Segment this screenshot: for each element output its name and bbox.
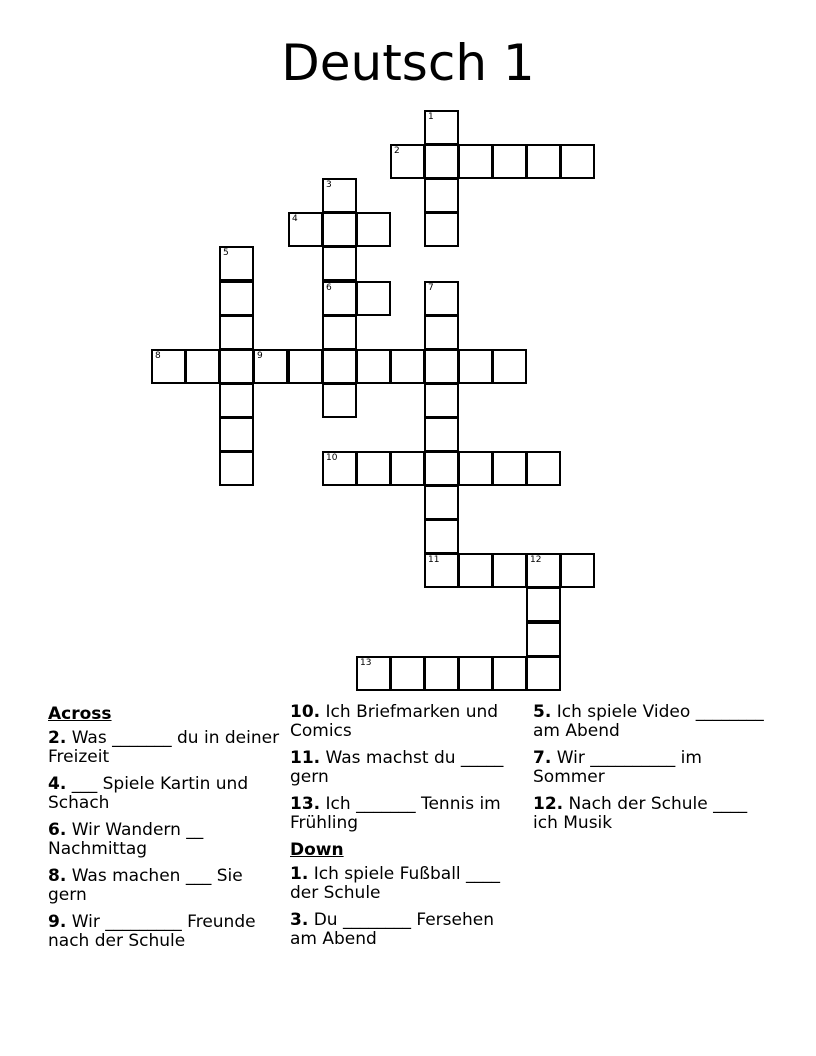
clue-number: 5. [533,702,552,722]
cell-number: 10 [326,453,338,463]
crossword-cell[interactable] [219,451,254,486]
page-title: Deutsch 1 [281,34,535,92]
clue-text: Ich Briefmarken und Comics [290,702,499,741]
crossword-cell[interactable] [458,144,493,179]
crossword-cell[interactable] [560,553,595,588]
crossword-cell[interactable] [322,178,357,213]
clues-column-2 [290,703,525,957]
clue-item [290,865,525,903]
clue-item [48,775,283,813]
clue-item [48,867,283,905]
cell-number: 4 [292,214,298,224]
clue-text: ___ Spiele Kartin und Schach [48,774,249,813]
crossword-cell[interactable] [458,451,493,486]
crossword-cell[interactable] [492,451,527,486]
crossword-cell[interactable] [424,315,459,350]
clue-item [533,749,768,787]
clue-number: 6. [48,820,67,840]
crossword-cell[interactable] [526,622,561,657]
clue-number: 2. [48,728,67,748]
clue-item [290,749,525,787]
crossword-cell[interactable] [322,212,357,247]
crossword-cell[interactable] [492,553,527,588]
across-heading: Across [48,704,112,724]
clue-text: Ich spiele Fußball ____ der Schule [290,864,501,903]
clue-item [48,729,283,767]
crossword-cell[interactable] [526,587,561,622]
clue-number: 11. [290,748,321,768]
down-clue-list [290,865,525,949]
crossword-cell[interactable] [424,110,459,145]
cell-number: 8 [155,351,161,361]
clue-text: Du ________ Fersehen am Abend [290,910,494,949]
crossword-cell[interactable] [288,212,323,247]
clue-text: Wir __________ im Sommer [533,748,702,787]
clue-item [48,821,283,859]
cell-number: 7 [428,283,434,293]
crossword-cell[interactable] [424,281,459,316]
crossword-cell[interactable] [219,417,254,452]
crossword-cell[interactable] [219,246,254,281]
clue-text: Nach der Schule ____ ich Musik [533,794,748,833]
crossword-cell[interactable] [424,485,459,520]
crossword-cell[interactable] [322,383,357,418]
crossword-cell[interactable] [492,656,527,691]
clues-column-3 [533,703,768,841]
cell-number: 3 [326,180,332,190]
crossword-cell[interactable] [492,349,527,384]
crossword-cell[interactable] [219,315,254,350]
clue-number: 7. [533,748,552,768]
crossword-cell[interactable] [288,349,323,384]
clue-item [533,795,768,833]
clue-item [48,913,283,951]
clue-text: Wir _________ Freunde nach der Schule [48,912,256,951]
crossword-cell[interactable] [424,519,459,554]
crossword-cell[interactable] [458,553,493,588]
cell-number: 13 [360,658,372,668]
clue-number: 4. [48,774,67,794]
crossword-cell[interactable] [219,349,254,384]
clues-column-1 [48,703,283,959]
across-clue-list [48,729,283,951]
cell-number: 2 [394,146,400,156]
clue-number: 9. [48,912,67,932]
crossword-cell[interactable] [151,349,186,384]
clue-text: Was _______ du in deiner Freizeit [48,728,280,767]
clue-item [290,795,525,833]
crossword-cell[interactable] [424,178,459,213]
crossword-cell[interactable] [424,212,459,247]
crossword-cell[interactable] [390,144,425,179]
clue-item [290,703,525,741]
clue-text: Ich spiele Video ________ am Abend [533,702,764,741]
crossword-cell[interactable] [526,451,561,486]
clue-number: 3. [290,910,309,930]
crossword-cell[interactable] [322,349,357,384]
clue-number: 8. [48,866,67,886]
clue-text: Was machst du _____ gern [290,748,504,787]
clue-number: 1. [290,864,309,884]
down-clue-list-continued [533,703,768,833]
clue-number: 13. [290,794,321,814]
crossword-cell[interactable] [322,451,357,486]
cell-number: 9 [257,351,263,361]
crossword-cell[interactable] [185,349,220,384]
crossword-cell[interactable] [322,281,357,316]
cell-number: 12 [530,555,542,565]
crossword-cell[interactable] [219,281,254,316]
crossword-cell[interactable] [458,656,493,691]
crossword-cell[interactable] [526,144,561,179]
crossword-cell[interactable] [356,281,391,316]
crossword-cell[interactable] [424,656,459,691]
crossword-cell[interactable] [356,349,391,384]
crossword-cell[interactable] [390,656,425,691]
crossword-cell[interactable] [424,451,459,486]
crossword-cell[interactable] [356,212,391,247]
clue-item [290,911,525,949]
crossword-cell[interactable] [356,656,391,691]
crossword-cell[interactable] [424,417,459,452]
clue-number: 12. [533,794,564,814]
crossword-cell[interactable] [219,383,254,418]
crossword-cell[interactable] [424,383,459,418]
crossword-cell[interactable] [424,553,459,588]
crossword-cell[interactable] [322,246,357,281]
clue-text: Wir Wandern __ Nachmittag [48,820,204,859]
cell-number: 11 [428,555,440,565]
down-heading: Down [290,840,344,860]
cell-number: 5 [223,248,229,258]
crossword-cell[interactable] [492,144,527,179]
crossword-cell[interactable] [390,451,425,486]
clue-text: Was machen ___ Sie gern [48,866,243,905]
crossword-cell[interactable] [560,144,595,179]
crossword-cell[interactable] [526,553,561,588]
across-clue-list-continued [290,703,525,833]
crossword-cell[interactable] [390,349,425,384]
cell-number: 1 [428,112,434,122]
crossword-cell[interactable] [322,315,357,350]
crossword-cell[interactable] [253,349,288,384]
cell-number: 6 [326,283,332,293]
crossword-cell[interactable] [424,144,459,179]
crossword-cell[interactable] [424,349,459,384]
clue-item [533,703,768,741]
clue-number: 10. [290,702,321,722]
crossword-cell[interactable] [458,349,493,384]
crossword-cell[interactable] [356,451,391,486]
clue-text: Ich _______ Tennis im Frühling [290,794,501,833]
crossword-cell[interactable] [526,656,561,691]
